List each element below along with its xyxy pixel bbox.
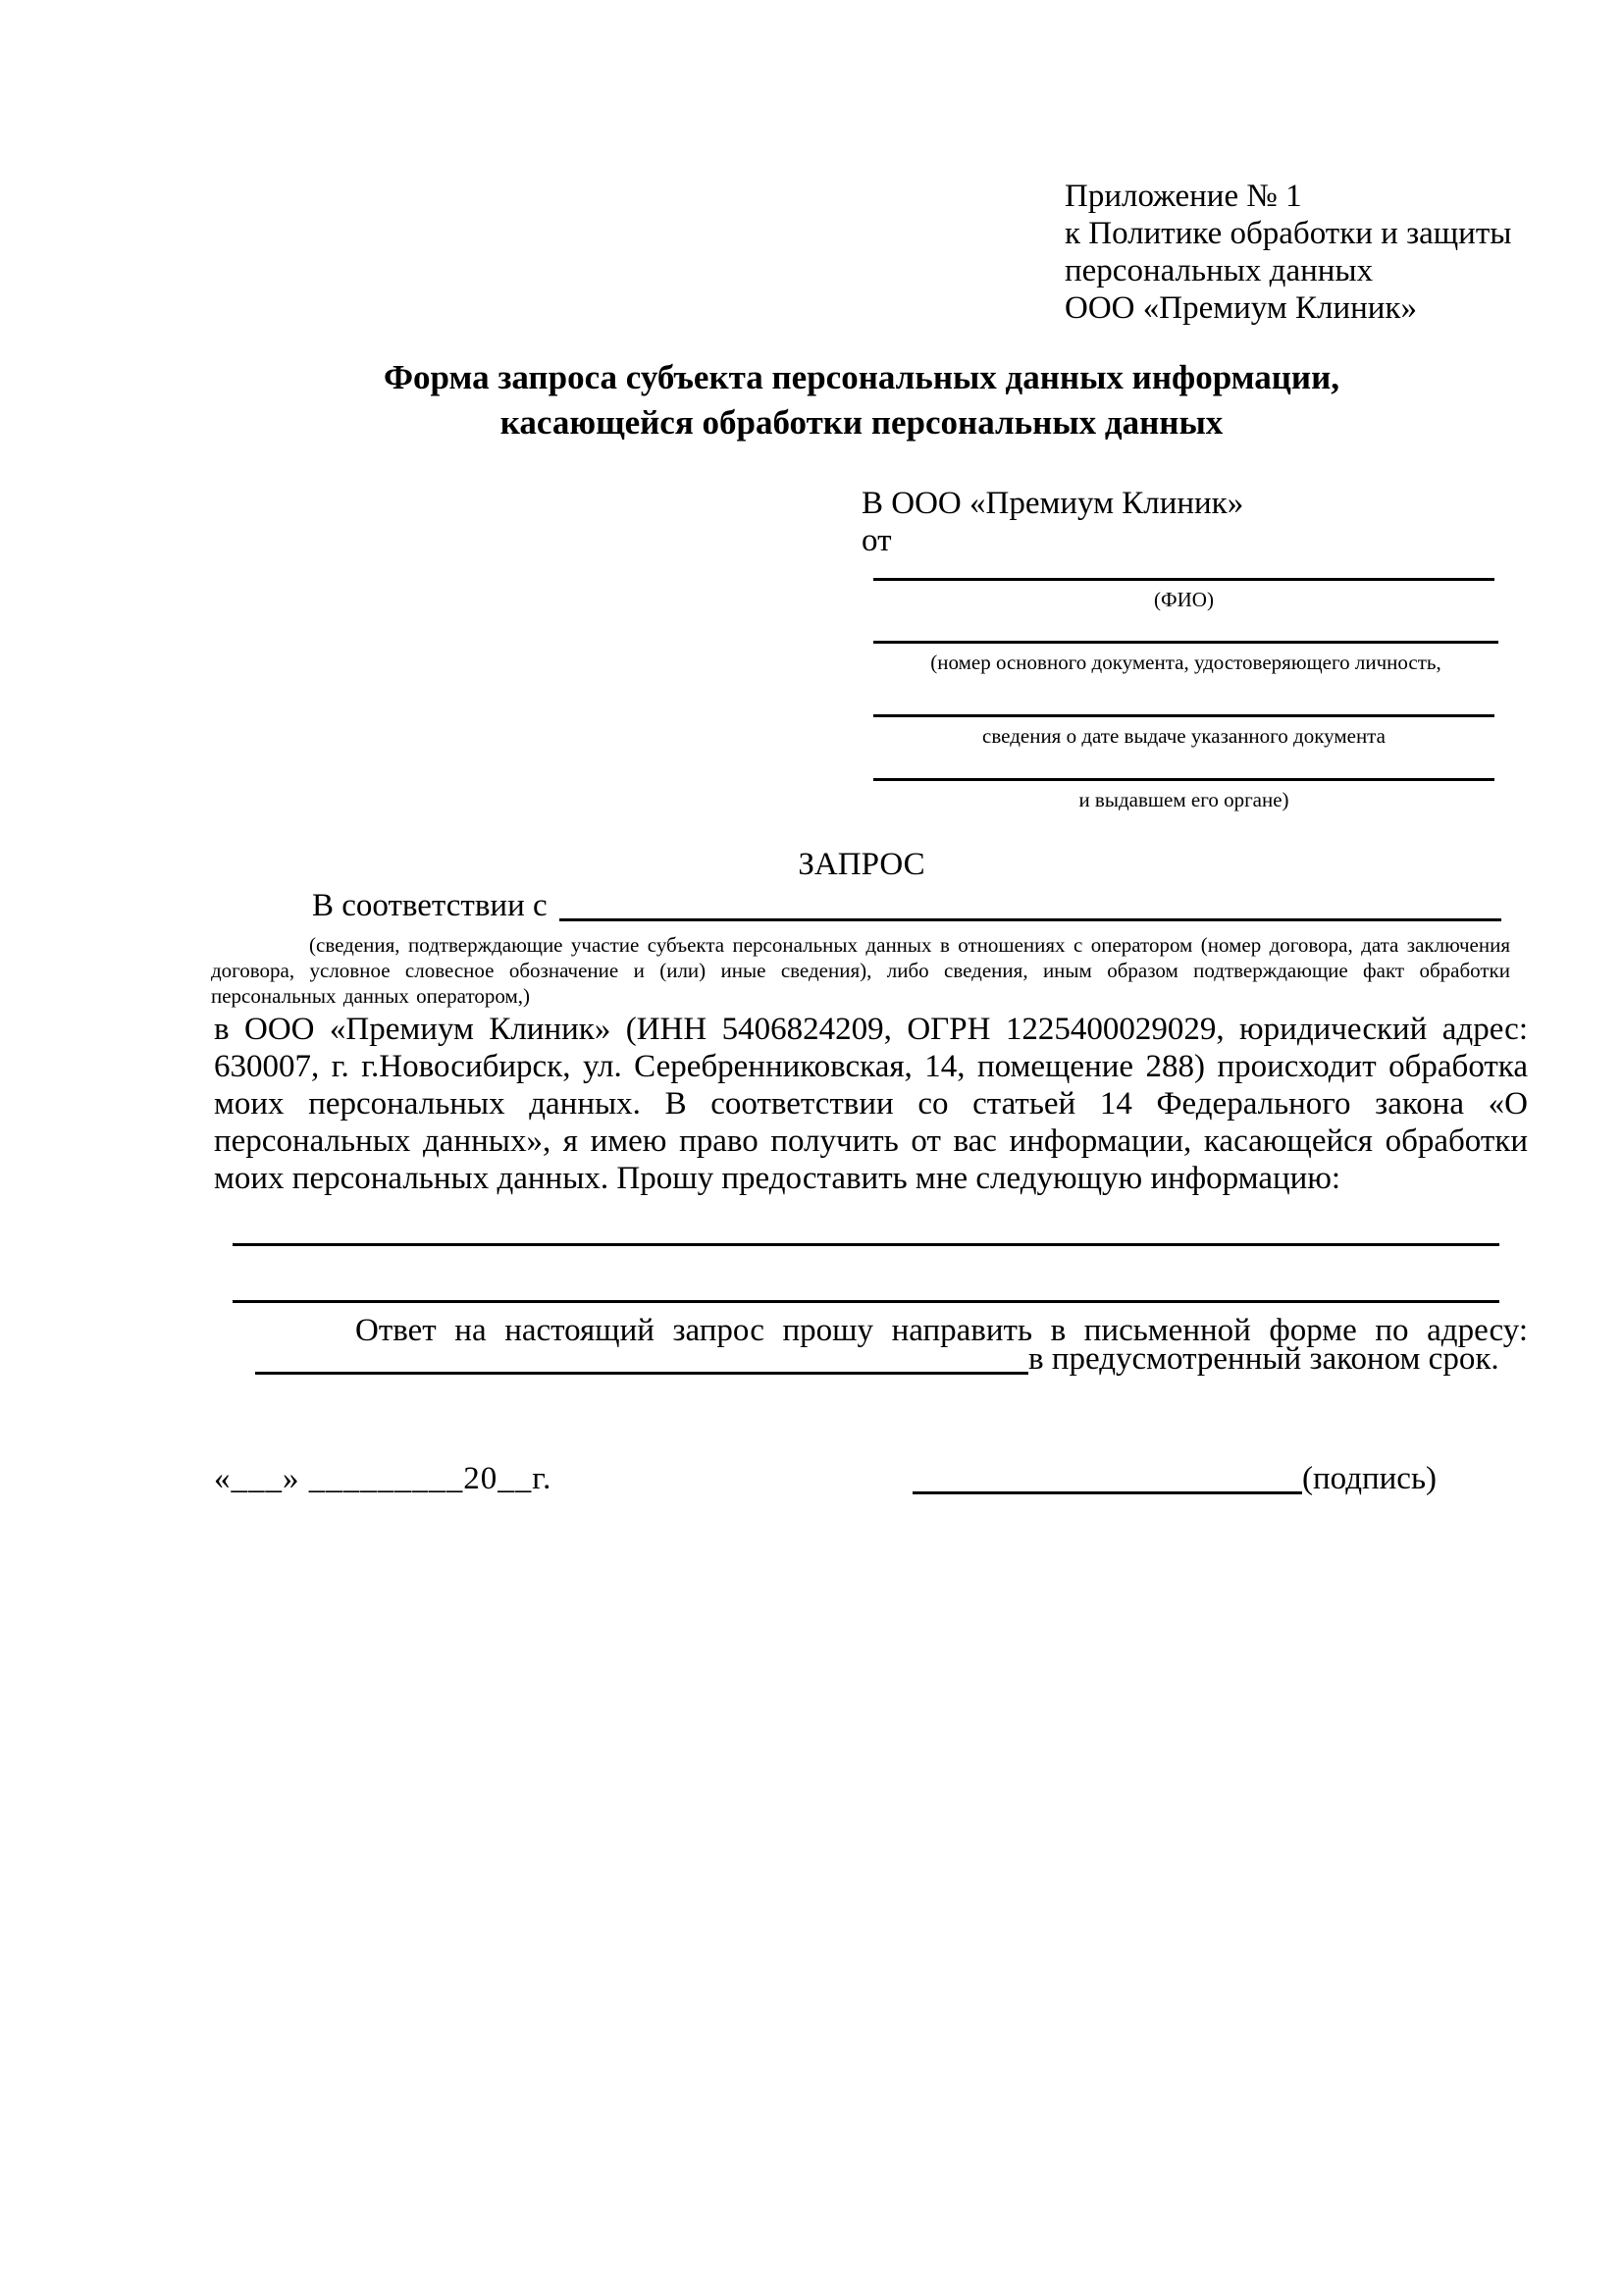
answer-tail-text: в предусмотренный законом срок. [1028, 1341, 1499, 1377]
field-label-issue-date: сведения о дате выдаче указанного документа [982, 724, 1386, 748]
document-title-line: касающейся обработки персональных данных [499, 403, 1224, 442]
fill-line-issue-date [873, 714, 1494, 717]
explanatory-note: (сведения, подтверждающие участие субъекта персональных данных в отношениях с оператором (номер договора, дата заключения договора, условное словесное обозначение и (или) иные сведения), либо сведения, иным образом подтверждающие факт обработки персональных данных оператором,) [211, 933, 1510, 1008]
fill-line-accordance [559, 886, 1501, 921]
addressee-to: В ООО «Премиум Клиник» [862, 486, 1244, 521]
field-label-document-number: (номер основного документа, удостоверяющего личность, [930, 651, 1441, 674]
fill-line-info-1 [233, 1243, 1499, 1246]
fill-line-address [255, 1340, 1028, 1375]
date-placeholder: «___» _________20__г. [214, 1461, 552, 1496]
signature-row [913, 1460, 1437, 1497]
document-title-line: Форма запроса субъекта персональных данных информации, [383, 358, 1340, 396]
request-heading: ЗАПРОС [798, 847, 925, 882]
field-label-issuing-authority: и выдавшем его органе) [1078, 788, 1289, 811]
fill-line-signature [913, 1460, 1302, 1494]
appendix-block [1065, 178, 1511, 327]
signature-label: (подпись) [1302, 1461, 1437, 1496]
document-title [214, 355, 1509, 445]
accordance-prefix: В соответствии с [312, 888, 548, 923]
appendix-line: ООО «Премиум Клиник» [1065, 290, 1417, 326]
accordance-row [214, 886, 1501, 925]
appendix-line: Приложение № 1 [1065, 179, 1302, 214]
fill-line-fio [873, 578, 1494, 581]
fill-line-issuing-authority [873, 778, 1494, 781]
answer-intro: Ответ на настоящий запрос прошу направить в письменной форме по адресу: [355, 1313, 1528, 1348]
fill-line-document-number [873, 641, 1498, 644]
field-label-fio: (ФИО) [1154, 588, 1214, 611]
appendix-line: к Политике обработки и защиты [1065, 216, 1512, 251]
appendix-line: персональных данных [1065, 253, 1374, 288]
answer-address-row [255, 1340, 1511, 1378]
request-body-paragraph: в ООО «Премиум Клиник» (ИНН 5406824209, ОГРН 1225400029029, юридический адрес: 630007, г. г.Новосибирск, ул. Серебренниковская, 14, помещение 288) происходит обработка моих персональных данных. В соответствии со статьей 14 Федерального закона «О персональных данных», я имею право получить от вас информации, касающейся обработки моих персональных данных. Прошу предоставить мне следующую информацию: [214, 1012, 1528, 1196]
fill-line-info-2 [233, 1300, 1499, 1303]
addressee-from: от [862, 523, 892, 558]
